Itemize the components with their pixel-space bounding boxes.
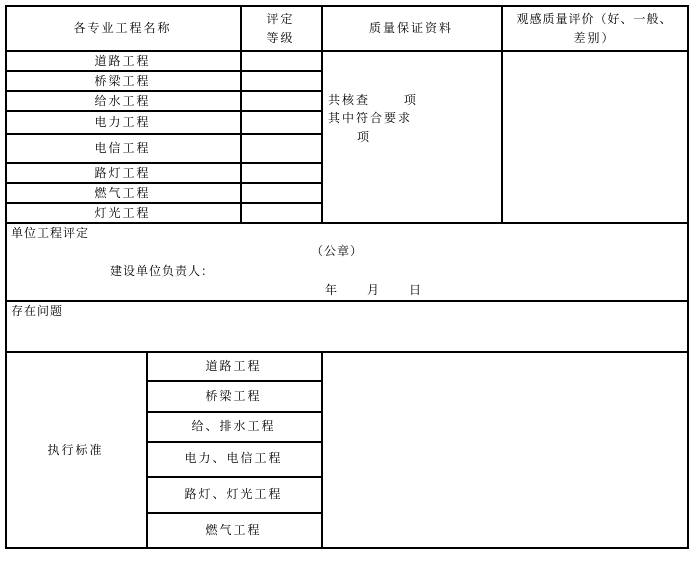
header-grade-line2: 等级: [266, 31, 295, 45]
header-appearance-line1: 观感质量评价（好、一般、: [516, 12, 673, 26]
grade-cell-gas[interactable]: [242, 184, 320, 201]
project-name: 灯光工程: [94, 206, 151, 220]
grade-cell-streetlight[interactable]: [242, 164, 320, 181]
signer-label: 建设单位负责人：: [110, 264, 215, 278]
standard-item: 燃气工程: [205, 523, 262, 537]
row-line: [146, 441, 322, 443]
header-project-name: 各专业工程名称: [73, 21, 172, 35]
date-month: 月: [367, 283, 382, 297]
section-divider-standards: [5, 351, 689, 353]
project-name: 道路工程: [94, 54, 151, 68]
header-quality-docs: 质量保证资料: [368, 21, 453, 35]
border-bottom: [5, 547, 689, 549]
border-right: [687, 5, 689, 549]
date-day: 日: [409, 283, 424, 297]
project-name: 电信工程: [94, 141, 151, 155]
standard-item: 路灯、灯光工程: [184, 487, 283, 501]
project-name: 路灯工程: [94, 166, 151, 180]
border-top: [5, 5, 689, 7]
seal-label: （公章）: [311, 244, 364, 258]
standard-item: 道路工程: [205, 359, 262, 373]
project-name: 燃气工程: [94, 186, 151, 200]
grade-cell-lighting[interactable]: [242, 204, 320, 221]
project-name: 电力工程: [94, 115, 151, 129]
header-appearance-line2: 差别）: [573, 31, 616, 45]
section-divider-issues: [5, 300, 689, 302]
row-line: [146, 411, 322, 413]
header-grade-line1: 评定: [266, 12, 295, 26]
appearance-evaluation-cell[interactable]: [503, 52, 686, 221]
grade-cell-telecom[interactable]: [242, 135, 320, 161]
row-line: [146, 476, 322, 478]
grade-cell-road[interactable]: [242, 52, 320, 69]
row-line: [146, 512, 322, 514]
quality-docs-unit: 项: [357, 130, 372, 144]
standard-item: 给、排水工程: [191, 419, 276, 433]
project-name: 给水工程: [94, 94, 151, 108]
grade-cell-power[interactable]: [242, 112, 320, 132]
standard-item: 电力、电信工程: [184, 451, 283, 465]
standards-label: 执行标准: [47, 443, 104, 457]
grade-cell-bridge[interactable]: [242, 72, 320, 89]
unit-evaluation-label: 单位工程评定: [11, 226, 90, 240]
quality-docs-compliant: 其中符合要求: [328, 111, 413, 125]
quality-docs-checked: 共核查 项: [328, 93, 418, 107]
date-year: 年: [325, 283, 340, 297]
standard-item: 桥梁工程: [205, 389, 262, 403]
project-name: 桥梁工程: [94, 74, 151, 88]
issues-input[interactable]: [11, 320, 681, 348]
divider-docs-col: [321, 5, 323, 222]
section-divider-unit: [5, 222, 689, 224]
row-line: [146, 380, 322, 382]
issues-label: 存在问题: [11, 304, 64, 318]
standards-value-cell[interactable]: [324, 354, 686, 546]
grade-cell-water[interactable]: [242, 92, 320, 109]
